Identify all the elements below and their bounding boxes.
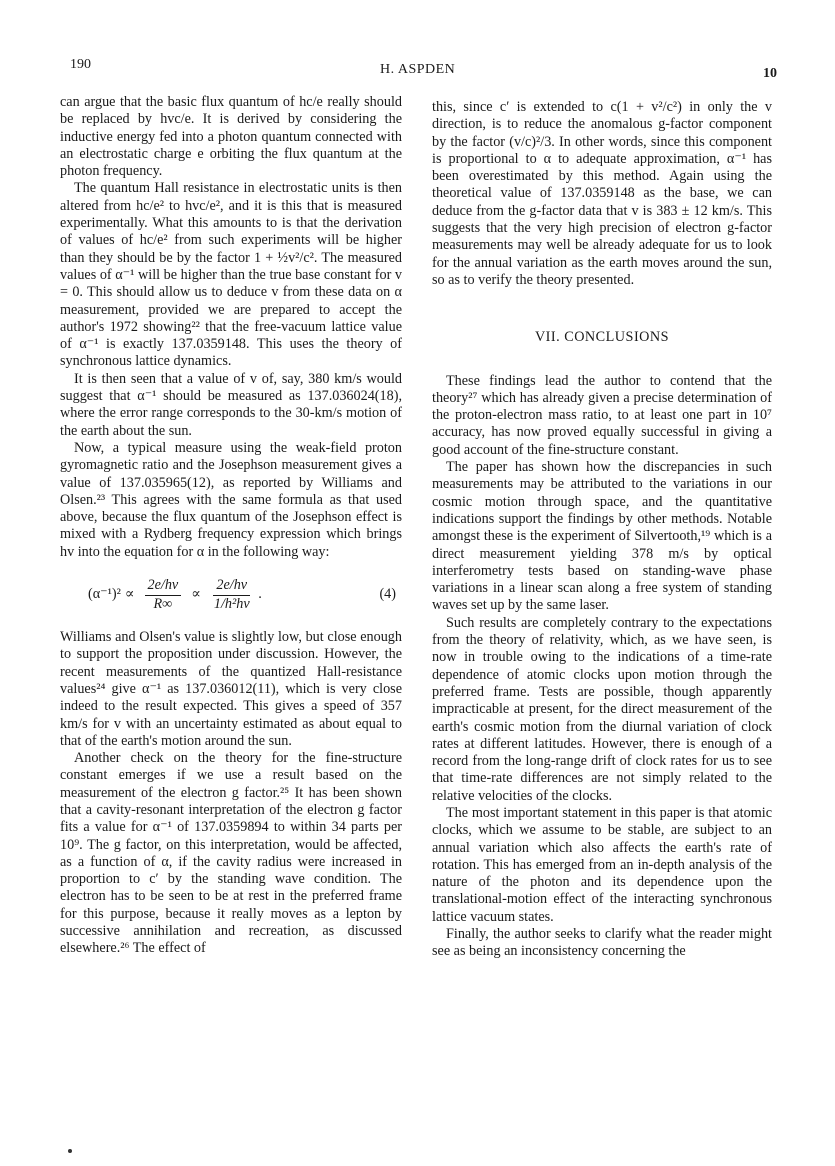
paragraph: Williams and Olsen's value is slightly low, but close enough to support the proposition under discussion. However, the recent measurements of the quantized Hall-resistance values²⁴ give α⁻¹ as 137.036012(11), which is very close indeed to the result expected. This gives a speed of 357 km/s for v with an uncertainty estimated as about equal to that of the earth's motion around the sun. <box>60 629 402 749</box>
equation-4 <box>60 569 402 621</box>
fraction-2 <box>211 577 253 613</box>
paragraph: The most important statement in this paper is that atomic clocks, which we assume to be stable, are subject to an annual variation which also affects the earth's rate of rotation. This has emerged from an in-depth analysis of the nature of the photon and its dependence upon the translational-motion effect of the interacting synchronous lattice vacuum states. <box>432 804 772 925</box>
page-number: 190 <box>70 57 91 72</box>
section-number: 10 <box>763 66 777 81</box>
proportional-symbol: ∝ <box>191 586 201 603</box>
paragraph: Finally, the author seeks to clarify what the reader might see as being an inconsistency concerning the <box>432 926 772 960</box>
paragraph: The paper has shown how the discrepancies in such measurements may be attributed to the variations in our cosmic motion through space, and the quantitative indications support the findings by other methods. Notable amongst these is the experiment of Silvertooth,¹⁹ which is a direct measurement yielding 378 m/s by optical interferometry tests based on standing-wave phase variations in a linear scan along a free system of standing waves set up by the same laser. <box>432 459 772 614</box>
paragraph: can argue that the basic flux quantum of hc/e really should be replaced by hvc/e. It is derived by considering the inductive energy fed into a photon quantum connected with an electrostatic charge e orbiting the flux quantum at the photon frequency. <box>60 94 402 180</box>
paragraph: It is then seen that a value of v of, say, 380 km/s would suggest that α⁻¹ should be measured as 137.036024(18), where the error range corresponds to the 30-km/s motion of the earth about the sun. <box>60 370 402 439</box>
left-column <box>60 94 402 958</box>
fraction-2-denominator: 1/h²hv <box>213 595 250 612</box>
fraction-1 <box>145 577 182 613</box>
paragraph: The quantum Hall resistance in electrostatic units is then altered from hc/e² to hvc/e², and it is this that is measured experimentally. What this amounts to is that the derivation of values of hc/e² from such experiments will be higher than they should be by the factor 1 + ½v²/c². The measured values of α⁻¹ will be higher than the true base constant for v = 0. This should allow us to deduce v from these data on α measurement, provided we are prepared to accept the author's 1972 showing²² that the free-vacuum lattice value of α⁻¹ is exactly 137.0359148. This uses the theory of synchronous lattice dynamics. <box>60 180 402 370</box>
fraction-1-denominator: R∞ <box>153 595 173 612</box>
equation-number: (4) <box>379 586 396 603</box>
proportional-symbol: ∝ <box>124 586 135 603</box>
fraction-2-numerator: 2e/hv <box>213 577 250 595</box>
paragraph: Such results are completely contrary to the expectations from the theory of relativity, which, as we have seen, is now in trouble owing to the indications of a time-rate dependence of atomic clocks upon motion through the preferred frame. Tests are possible, though apparently impracticable at present, for the direct measurement of the earth's cosmic motion from the diurnal variation of clock rates at different latitudes. However, there is enough of a record from the long-range drift of clock rates for us to see that time-rate differences are not simply related to the relative velocities of the clocks. <box>432 614 772 804</box>
equation-trail: . <box>258 586 263 603</box>
paragraph: this, since c′ is extended to c(1 + v²/c²) in only the v direction, is to reduce the anomalous g-factor component by the factor (v/c)²/3. In other words, since this component is proportional to α to adequate approximation, α⁻¹ has been overestimated by this method. Again using the theoretical value of 137.0359148 as the base, we can deduce from the g-factor data that v is 383 ± 12 km/s. This suggests that the very high precision of electron g-factor measurements may well be already adequate for us to look for the annual variation as the earth moves around the sun, so as to verify the theory presented. <box>432 99 772 288</box>
paragraph: These findings lead the author to contend that the theory²⁷ which has already given a precise determination of the proton-electron mass ratio, to at least one part in 10⁷ accuracy, has now proved equally successful in giving a good account of the fine-structure constant. <box>432 372 772 458</box>
running-head: H. ASPDEN <box>380 62 456 77</box>
fraction-1-numerator: 2e/hv <box>145 577 182 595</box>
paragraph: Now, a typical measure using the weak-field proton gyromagnetic ratio and the Josephson measurement gives a value of 137.035965(12), as reported by Williams and Olsen.²³ This agrees with the same formula as that used above, because the flux quantum of the Josephson effect is mixed with a Rydberg frequency expression which brings hv into the equation for α in the following way: <box>60 439 402 560</box>
paragraph: Another check on the theory for the fine-structure constant emerges if we use a result based on the measurement of the electron g factor.²⁵ It has been shown that a cavity-resonant interpretation of the electron g factor fits a value for α⁻¹ of 137.0359894 to within 34 parts per 10⁹. The g factor, on this interpretation, would be affected, as a function of α, if the cavity radius were increased in proportion to c′ by the standing wave condition. The electron has to be seen to be at rest in the preferred frame for this purpose, because it really moves as a lepton by successive annihilation and recreation, as discussed elsewhere.²⁶ The effect of <box>60 750 402 957</box>
right-column <box>432 99 772 961</box>
equation-lhs: (α⁻¹)² <box>88 586 121 603</box>
section-heading: VII. CONCLUSIONS <box>534 329 670 346</box>
page-mark <box>68 1149 72 1153</box>
